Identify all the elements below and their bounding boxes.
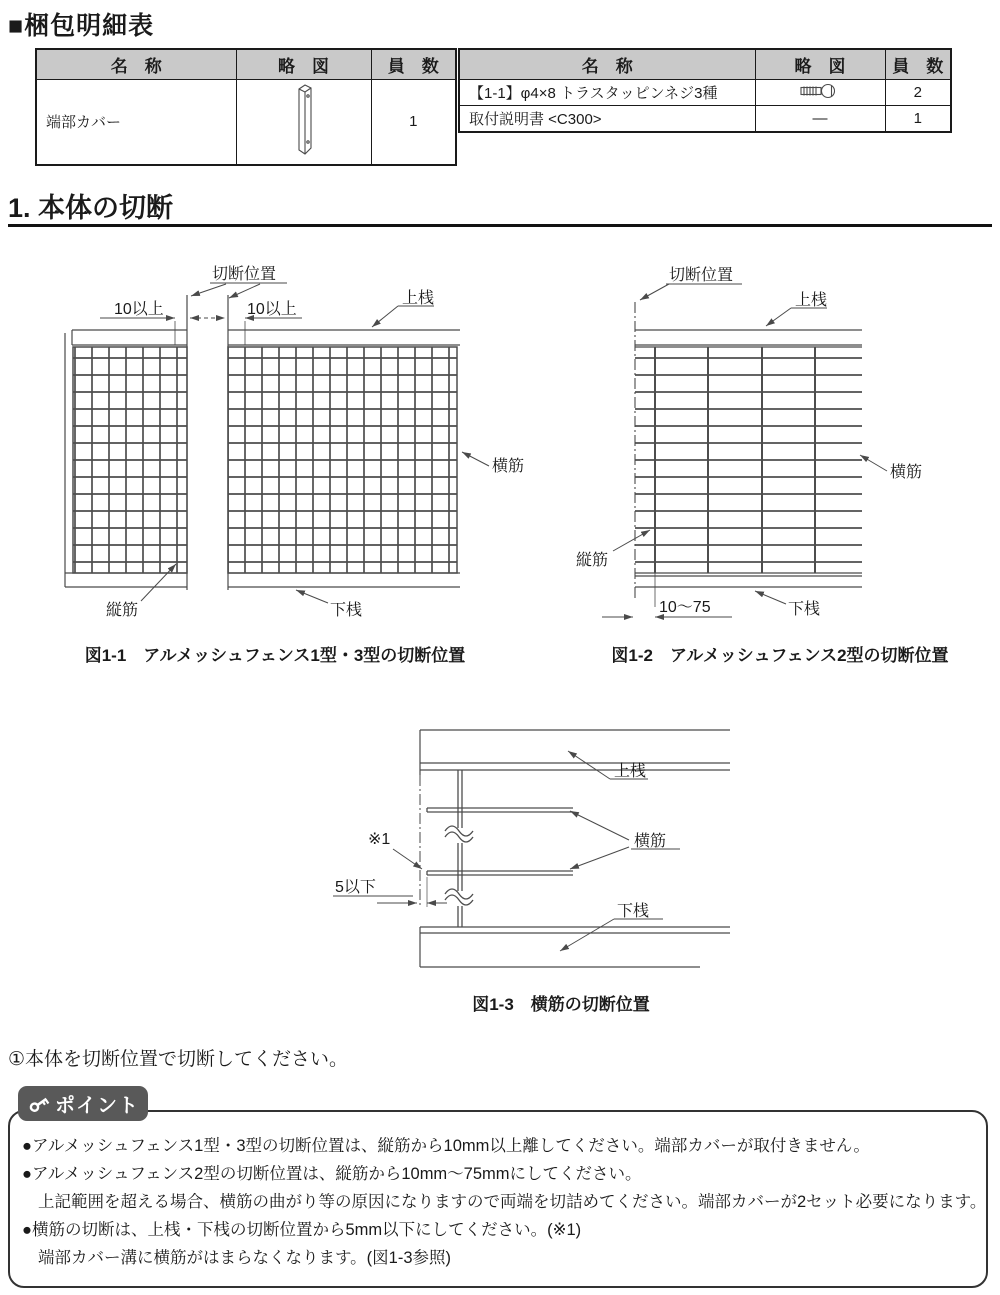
fig2-label-cut-position: 切断位置 [669, 267, 734, 284]
part-name: 取付説明書 <C300> [459, 106, 755, 132]
fig2-label-horizontal-wire: 横筋 [890, 464, 923, 481]
screw-icon [755, 80, 885, 106]
fig1-label-bottom-rail: 下桟 [330, 602, 363, 619]
col-sketch: 略 図 [755, 49, 885, 80]
fig1-drawing [40, 255, 530, 625]
fig3-label-top-rail: 上桟 [614, 763, 647, 780]
packing-table-right [458, 48, 952, 133]
fig1-dim-left: 10以上 [114, 301, 164, 318]
table-header-row [459, 49, 951, 80]
point-line: 上記範囲を超える場合、横筋の曲がり等の原因になりますので両端を切詰めてください。端部カバーが2セット必要になります。 [38, 1193, 987, 1211]
fig2-label-top-rail: 上桟 [795, 292, 828, 309]
fig2-drawing [560, 255, 1000, 625]
end-cover-icon [236, 80, 371, 165]
fig3-wires [427, 770, 573, 927]
fig3-rails [420, 730, 730, 967]
fig3-dim: 5以下 [335, 879, 376, 896]
fig1-label-vertical-wire: 縦筋 [106, 602, 139, 619]
figure-1-1 [40, 255, 530, 630]
fig3-note-ref: ※1 [368, 831, 391, 848]
fig1-label-top-rail: 上桟 [402, 290, 435, 307]
col-qty: 員 数 [371, 49, 456, 80]
fig3-label-horizontal-wire: 横筋 [634, 833, 667, 850]
col-name: 名 称 [36, 49, 236, 80]
point-badge [18, 1086, 148, 1121]
packing-list-title: ■梱包明細表 [8, 12, 155, 40]
fig1-caption: 図1-1 アルメッシュフェンス1型・3型の切断位置 [84, 646, 466, 665]
fig3-caption: 図1-3 横筋の切断位置 [472, 995, 650, 1014]
no-sketch-dash: ― [755, 106, 885, 132]
part-qty: 1 [371, 80, 456, 165]
fig2-label-bottom-rail: 下桟 [788, 601, 821, 618]
fig2-label-vertical-wire: 縦筋 [576, 552, 609, 569]
key-icon [27, 1092, 51, 1116]
point-line: 端部カバー溝に横筋がはまらなくなります。(図1-3参照) [38, 1249, 452, 1267]
fig2-dim: 10〜75 [659, 599, 711, 616]
table-row [459, 80, 951, 106]
fig2-caption: 図1-2 アルメッシュフェンス2型の切断位置 [611, 646, 949, 665]
fig1-dim-right: 10以上 [247, 301, 297, 318]
fig1-label-cut-position: 切断位置 [212, 266, 277, 283]
point-box [8, 1110, 988, 1288]
point-line: ●横筋の切断は、上桟・下桟の切断位置から5mm以下にしてください。(※1) [22, 1221, 582, 1239]
packing-table-left [35, 48, 457, 166]
fig1-mesh [73, 347, 457, 573]
figure-1-3 [315, 722, 735, 997]
screw-sketch [798, 82, 842, 100]
table-header-row [36, 49, 456, 80]
col-sketch: 略 図 [236, 49, 371, 80]
table-row [36, 80, 456, 165]
point-line: ●アルメッシュフェンス2型の切断位置は、縦筋から10mm〜75mmにしてください。 [22, 1165, 642, 1183]
section-title: 1. 本体の切断 [8, 193, 174, 223]
point-line: ●アルメッシュフェンス1型・3型の切断位置は、縦筋から10mm以上離してください。端部カバーが取付きません。 [22, 1137, 870, 1155]
col-qty: 員 数 [885, 49, 951, 80]
part-name: 【1-1】φ4×8 トラスタッピンネジ3種 [459, 80, 755, 106]
col-name: 名 称 [459, 49, 755, 80]
part-qty: 1 [885, 106, 951, 132]
fig3-drawing [315, 722, 735, 992]
point-badge-label: ポイント [55, 1095, 139, 1117]
part-name: 端部カバー [36, 80, 236, 165]
table-row [459, 106, 951, 132]
step-1-text: ①本体を切断位置で切断してください。 [8, 1049, 349, 1070]
fig1-label-horizontal-wire: 横筋 [492, 458, 525, 475]
fig3-label-bottom-rail: 下桟 [617, 903, 650, 920]
fig2-mesh [635, 347, 862, 573]
figure-1-2 [560, 255, 1000, 630]
section-rule [8, 224, 992, 227]
part-qty: 2 [885, 80, 951, 106]
fig1-cut-lines [187, 295, 228, 590]
end-cover-sketch [291, 82, 317, 158]
fig3-leaders [333, 751, 680, 951]
